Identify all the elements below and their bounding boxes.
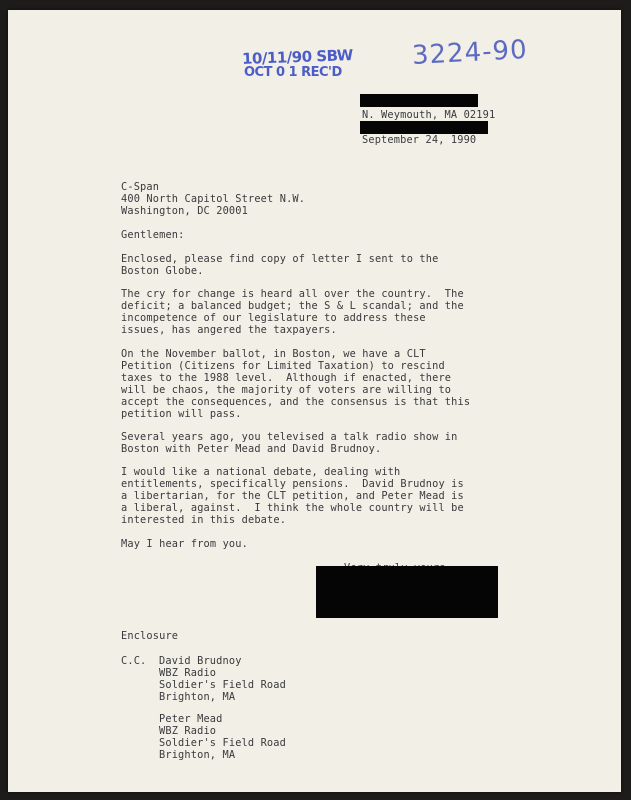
recipient-name: C-Span bbox=[121, 181, 160, 193]
body-paragraph: May I hear from you. bbox=[121, 538, 248, 550]
redaction-sender-name bbox=[360, 94, 478, 107]
received-stamp: OCT 0 1 REC'D bbox=[244, 65, 342, 80]
cc-recipient-line: Peter Mead bbox=[159, 713, 223, 725]
body-paragraph: Several years ago, you televised a talk radio show in Boston with Peter Mead and David Brudnoy. bbox=[121, 431, 458, 455]
letter-page bbox=[8, 10, 621, 792]
body-paragraph: The cry for change is heard all over the country. The deficit; a balanced budget; the S & L scandal; and the incompetence of our legislature to address these issues, has angered the taxpayers. bbox=[121, 288, 464, 336]
cc-recipient-line: Brighton, MA bbox=[159, 691, 236, 703]
redaction-signature bbox=[316, 566, 498, 618]
cc-label: C.C. bbox=[121, 655, 147, 667]
sender-city-line: N. Weymouth, MA 02191 bbox=[362, 109, 496, 121]
recipient-city: Washington, DC 20001 bbox=[121, 205, 248, 217]
body-paragraph: On the November ballot, in Boston, we have a CLT Petition (Citizens for Limited Taxation) to rescind taxes to the 1988 level. Although if enacted, there will be chaos, the majority of voters are willing to accept the consequences, and the consensus is that this petition will pass. bbox=[121, 348, 471, 420]
recipient-street: 400 North Capitol Street N.W. bbox=[121, 193, 306, 205]
salutation: Gentlemen: bbox=[121, 229, 185, 241]
cc-recipient-line: WBZ Radio bbox=[159, 667, 217, 679]
cc-recipient-line: David Brudnoy bbox=[159, 655, 242, 667]
letter-date: September 24, 1990 bbox=[362, 134, 477, 146]
enclosure-note: Enclosure bbox=[121, 630, 179, 642]
cc-recipient-line: Soldier's Field Road bbox=[159, 737, 286, 749]
received-stamp-date: 10/11/90 SBW bbox=[241, 46, 354, 68]
body-paragraph: I would like a national debate, dealing with entitlements, specifically pensions. David Brudnoy is a libertarian, for the CLT petition, and Peter Mead is a liberal, against. I think the whole country will be interested in this debate. bbox=[121, 466, 464, 526]
body-paragraph: Enclosed, please find copy of letter I sent to the Boston Globe. bbox=[121, 253, 439, 277]
cc-recipient-line: Brighton, MA bbox=[159, 749, 236, 761]
cc-recipient-line: WBZ Radio bbox=[159, 725, 217, 737]
redaction-sender-phone bbox=[360, 121, 488, 134]
cc-recipient-line: Soldier's Field Road bbox=[159, 679, 286, 691]
file-number-handwritten: 3224-90 bbox=[411, 34, 529, 72]
